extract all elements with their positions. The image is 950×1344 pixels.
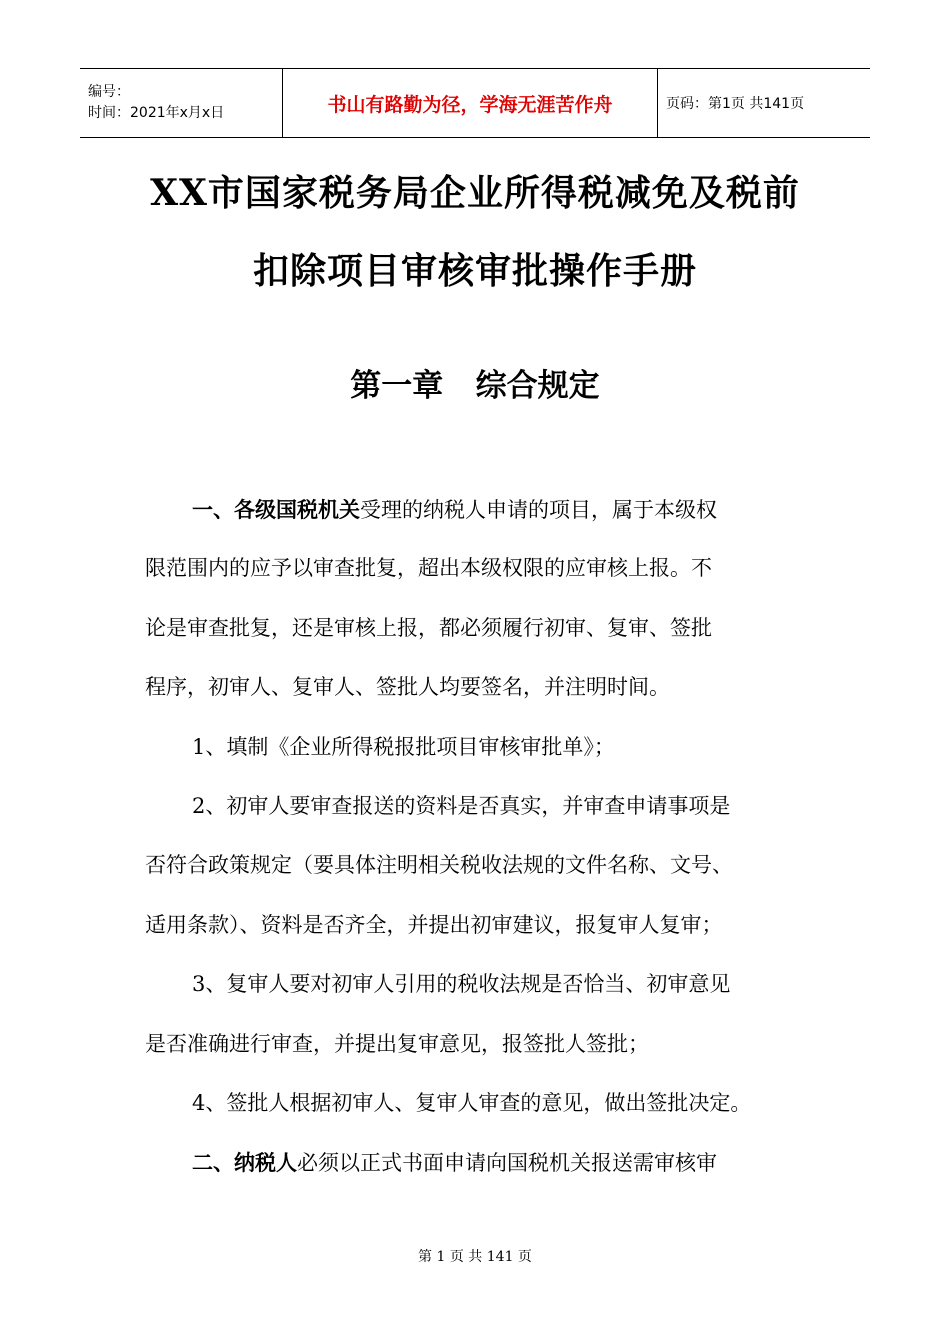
paragraph-1-text: 受理的纳税人申请的项目，属于本级权	[360, 498, 717, 522]
paragraph-2-text: 必须以正式书面申请向国税机关报送需审核审	[297, 1151, 717, 1176]
header-page-info: 页码：第1页 共141页	[666, 96, 805, 112]
item-3-line: 是否准确进行审查，并提出复审意见，报签批人签批；	[145, 1031, 649, 1056]
paragraph-1-lead: 一、各级国税机关	[192, 497, 360, 522]
paragraph-1-line: 限范围内的应予以审查批复，超出本级权限的应审核上报。不	[145, 556, 712, 581]
chapter-heading: 第一章 综合规定	[350, 368, 600, 404]
item-2-line: 适用条款）、资料是否齐全，并提出初审建议，报复审人复审；	[145, 912, 723, 937]
paragraph-1-line: 论是审查批复，还是审核上报，都必须履行初审、复审、签批	[145, 615, 712, 640]
paragraph-1-line	[145, 480, 820, 539]
item-2-line: 2、初审人要审查报送的资料是否真实，并审查申请事项是	[192, 793, 731, 818]
item-4: 4、签批人根据初审人、复审人审查的意见，做出签批决定。	[192, 1090, 752, 1115]
page-header	[80, 68, 870, 138]
item-3-line: 3、复审人要对初审人引用的税收法规是否恰当、初审意见	[192, 972, 731, 997]
paragraph-2-line	[145, 1133, 820, 1192]
header-meta	[80, 69, 282, 137]
document-title-line-1: XX市国家税务局企业所得税减免及税前	[150, 172, 800, 214]
header-motto: 书山有路勤为径，学海无涯苦作舟	[282, 69, 658, 137]
time-label: 时间：2021年x月x日	[88, 105, 225, 121]
paragraph-1-line: 程序，初审人、复审人、签批人均要签名，并注明时间。	[145, 675, 670, 700]
paragraph-2-lead: 二、纳税人	[192, 1150, 297, 1176]
document-title-line-2: 扣除项目审核审批操作手册	[252, 250, 697, 292]
item-1: 1、填制《企业所得税报批项目审核审批单》；	[192, 734, 615, 759]
code-label: 编号：	[88, 84, 130, 100]
item-2-line: 否符合政策规定（要具体注明相关税收法规的文件名称、文号、	[145, 853, 733, 878]
document-body	[145, 480, 820, 1193]
page-footer: 第 1 页 共 141 页	[418, 1249, 532, 1265]
